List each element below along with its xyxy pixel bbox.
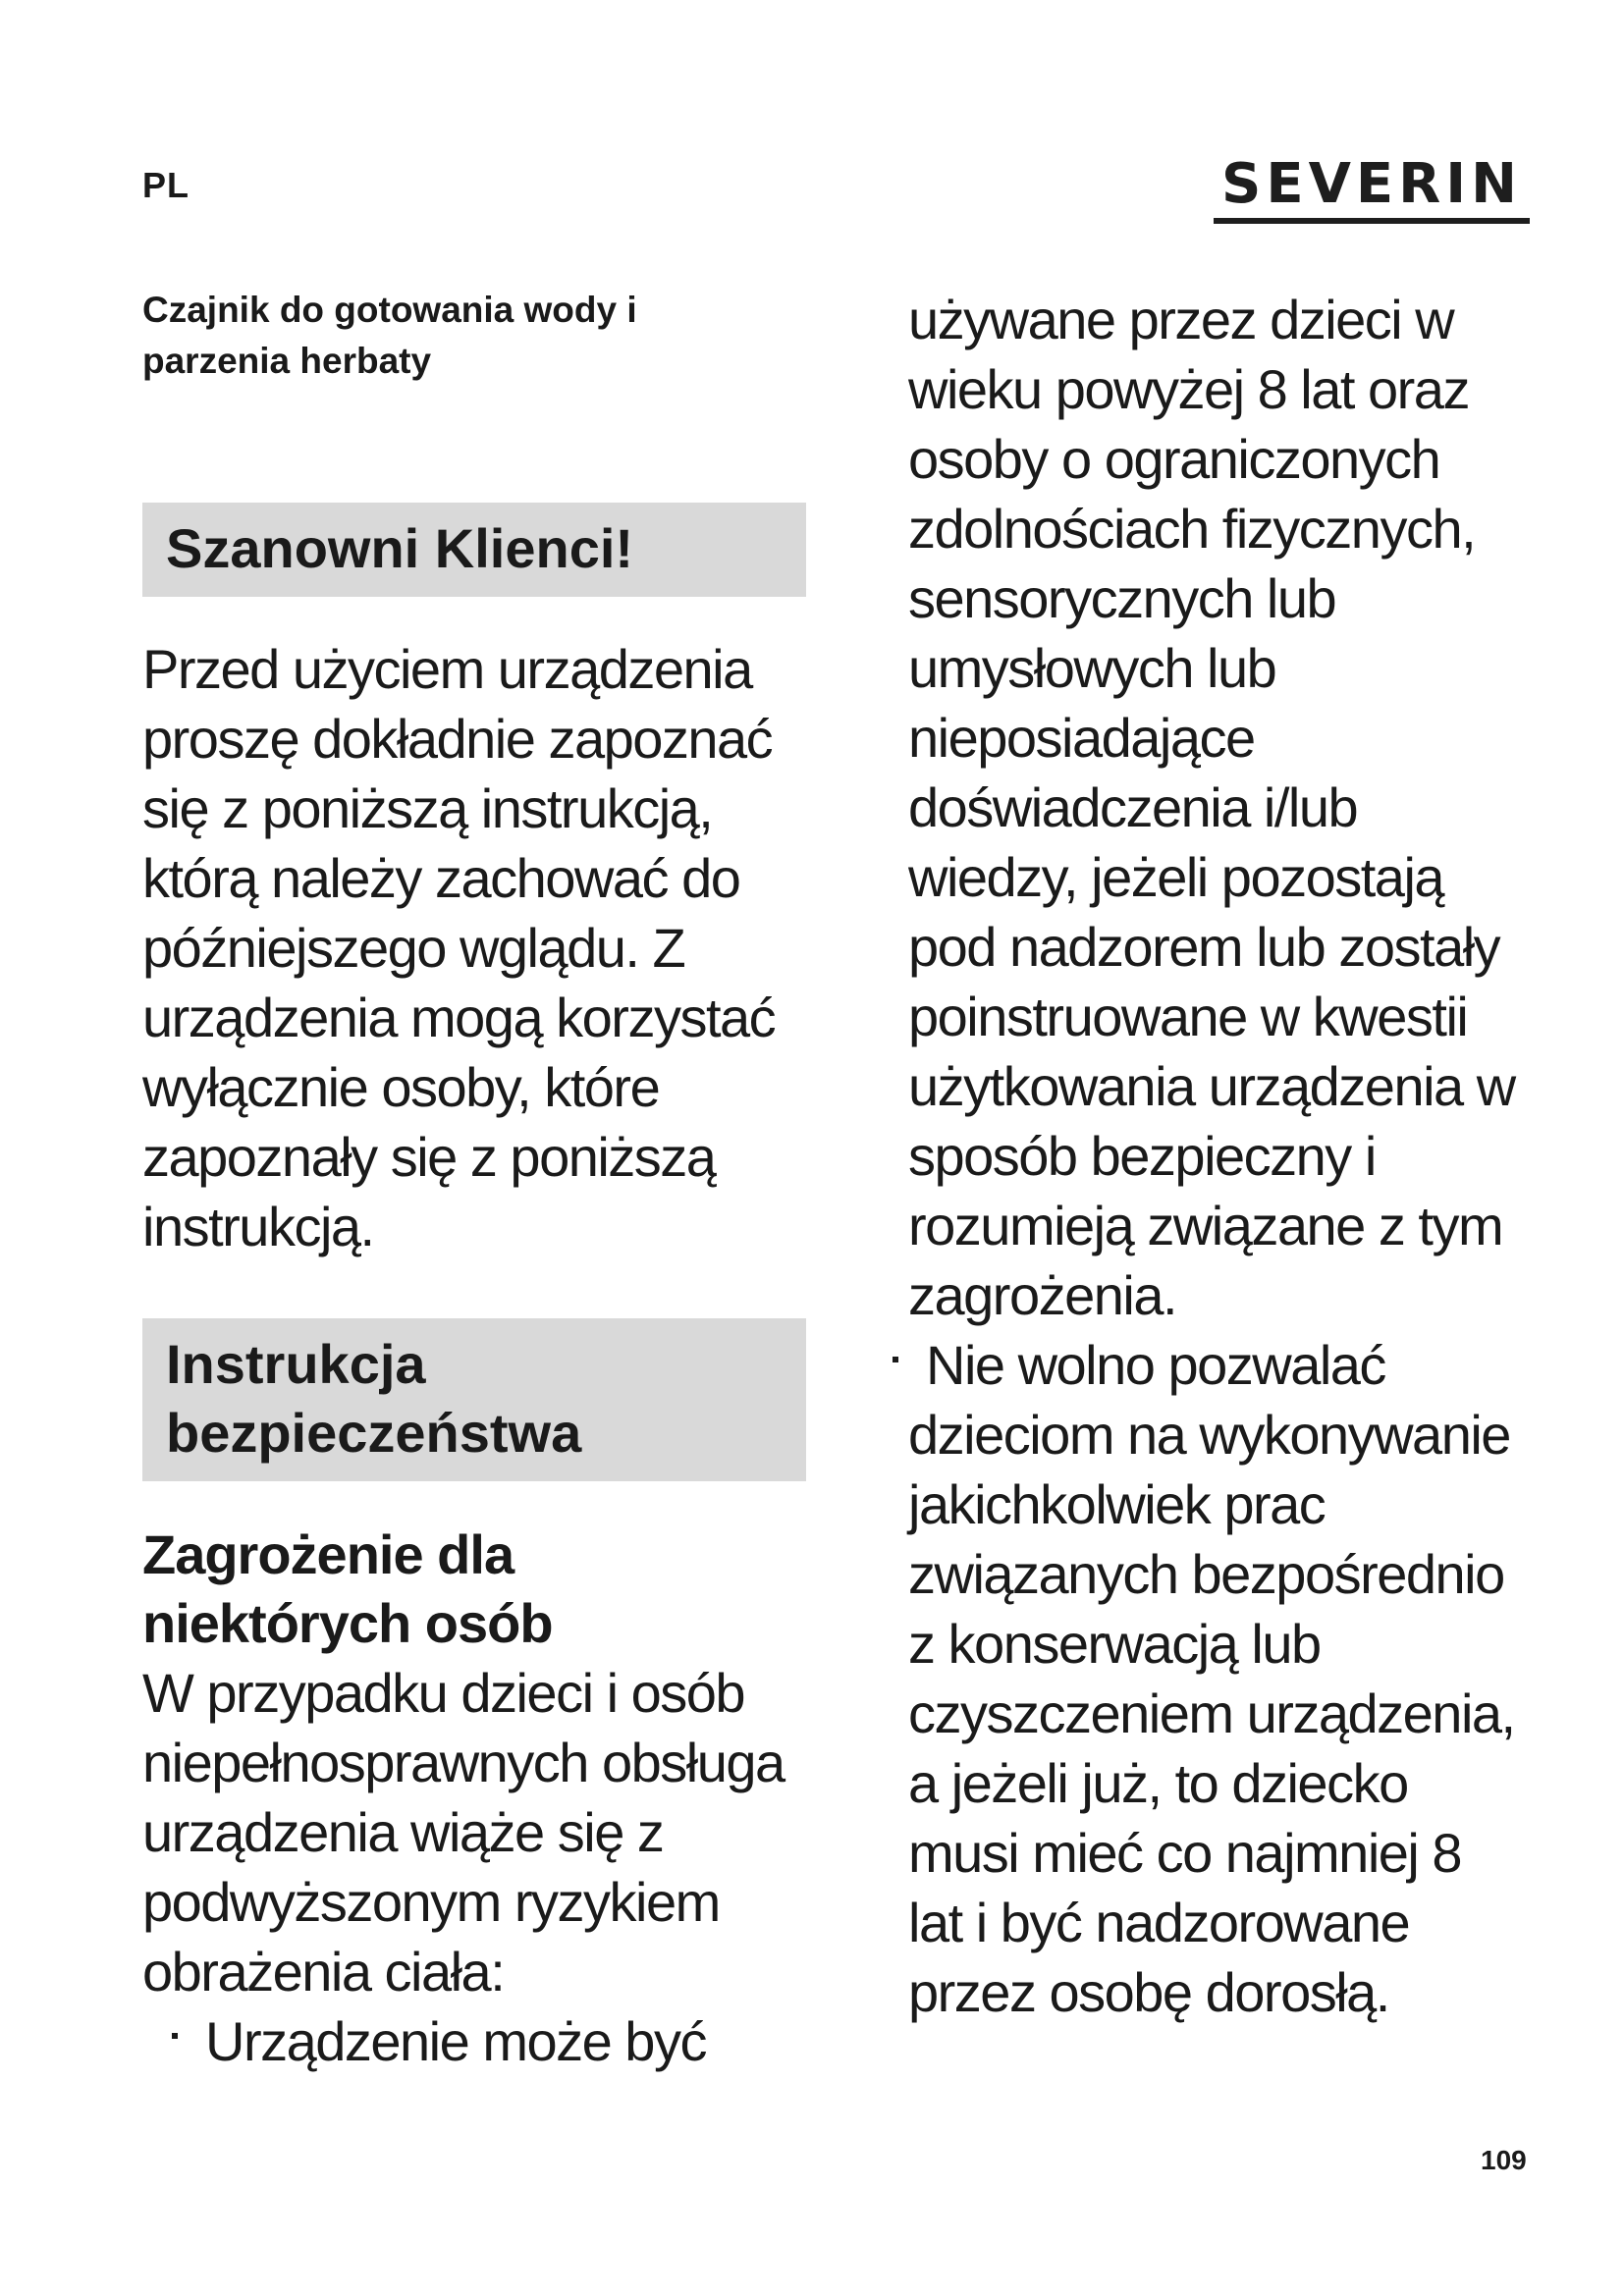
bullet-item-2 — [893, 1330, 1537, 1400]
intro-paragraph: Przed użyciem urządzenia proszę dokładnie zapoznać się z poniższą instrukcją, którą należy zachować do późniejszego wglądu. Z urządzenia mogą korzystać wyłącznie osoby, które zapoznały się z poniższą instrukcją. — [142, 638, 776, 1257]
risk-subheading: Zagrożenie dla niektórych osób — [142, 1523, 553, 1654]
risk-paragraph: W przypadku dzieci i osób niepełnosprawnych obsługa urządzenia wiąże się z podwyższonym ryzykiem obrażenia ciała: — [142, 1662, 785, 2002]
bullet-item-1-continuation: używane przez dzieci w wieku powyżej 8 lat oraz osoby o ograniczonych zdolnościach fizycznych, sensorycznych lub umysłowych lub nieposiadające doświadczenia i/lub wiedzy, jeżeli pozostają pod nadzorem lub zostały poinstruowane w kwestii użytkowania urządzenia w sposób bezpieczny i rozumieją związane z tym zagrożenia. — [908, 289, 1515, 1326]
bullet-icon — [172, 2033, 178, 2039]
language-code: PL — [142, 165, 190, 205]
safety-heading: Instrukcja bezpieczeństwa — [142, 1318, 806, 1481]
bullet-item-1 — [142, 2006, 810, 2076]
bullet-item-2-text: dzieciom na wykonywanie jakichkolwiek prac związanych bezpośrednio z konserwacją lub czyszczeniem urządzenia, a jeżeli już, to dziecko musi mieć co najmniej 8 lat i być nadzorowane przez osobę dorosłą. — [908, 1404, 1515, 2023]
bullet-icon — [893, 1357, 898, 1362]
greeting-heading: Szanowni Klienci! — [142, 503, 806, 597]
brand-logo — [1214, 152, 1530, 224]
right-column — [908, 285, 1537, 2027]
product-title: Czajnik do gotowania wody i parzenia herbaty — [142, 290, 637, 381]
page-number: 109 — [1481, 2145, 1527, 2175]
bullet-item-1-start: Urządzenie może być — [205, 2010, 706, 2072]
brand-name: SEVERIN — [1220, 152, 1522, 216]
logo-underline — [1214, 218, 1530, 224]
left-column — [142, 285, 810, 2076]
bullet-item-2-first-line: Nie wolno pozwalać — [926, 1334, 1385, 1396]
